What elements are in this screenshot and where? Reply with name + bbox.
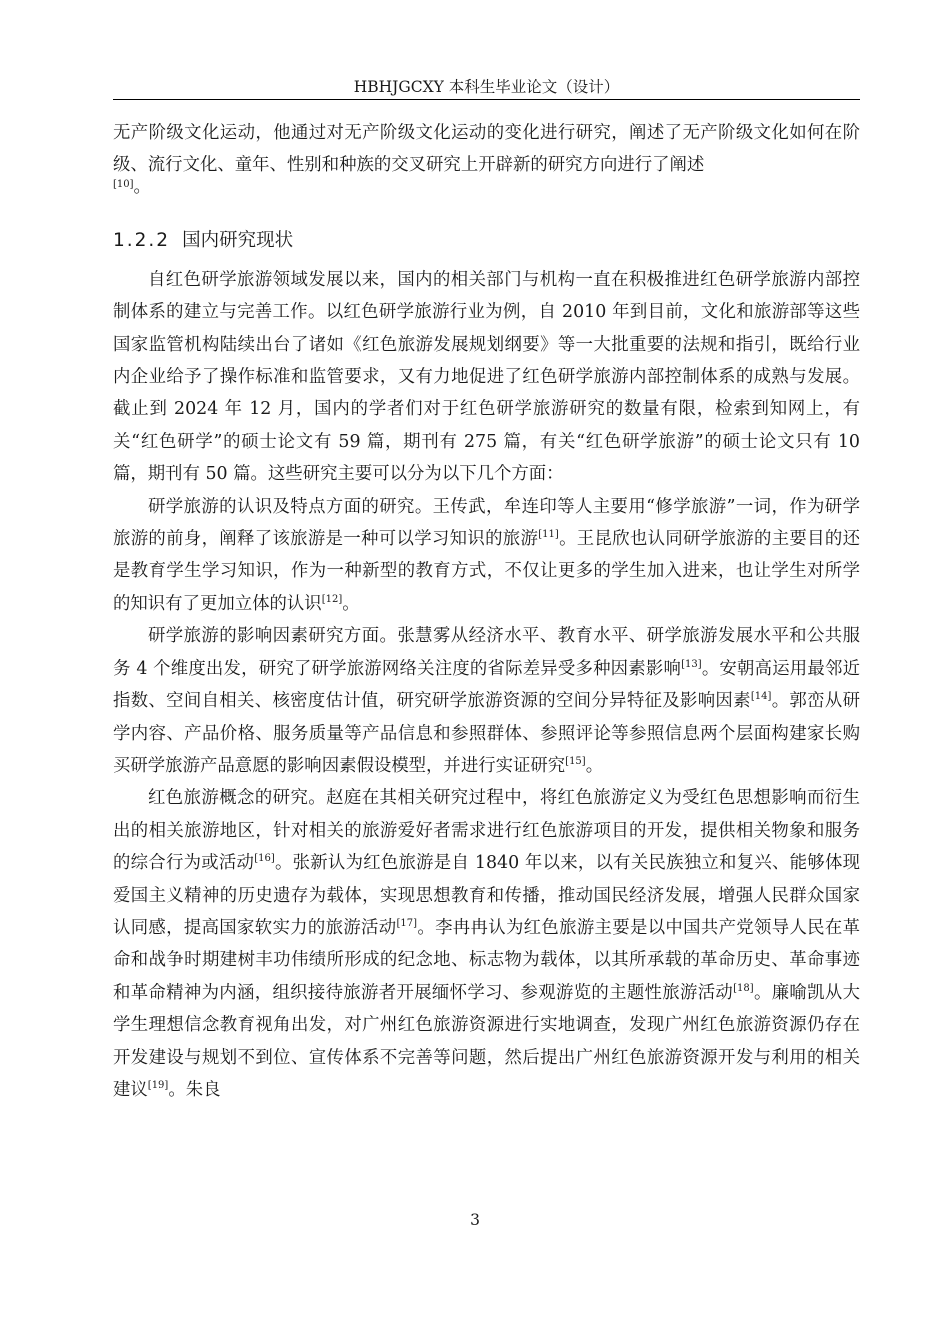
page-number: 3 [470, 1211, 480, 1229]
paragraph-text: 红色旅游概念的研究。赵庭在其相关研究过程中，将红色旅游定义为受红色思想影响而衍生出的相关旅游地区，针对相关的旅游爱好者需求进行红色旅游项目的开发，提供相关物象和服务的综合行为或活动 [113, 788, 860, 874]
citation: [14] [750, 691, 772, 703]
paragraph-text: 。朱良 [168, 1079, 221, 1100]
paragraph [113, 491, 860, 621]
paragraph-text: 。 [585, 755, 604, 776]
citation: [12] [321, 593, 343, 605]
paragraph-text: 。张新认为红色旅游是自 1840 年以来，以有关民族独立和复兴、能够体现爱国主义精神的历史遗存为载体，实现思想教育和传播，推动国民经济发展，增强人民群众国家认同感，提高国家软实力的旅游活动 [113, 853, 860, 938]
page-header: HBHJGCXY 本科生毕业论文（设计） [353, 78, 620, 96]
paragraph-text: 。 [342, 593, 360, 614]
paragraph-text: 研学旅游的认识及特点方面的研究。王传武，牟连印等人主要用“修学旅游”一词，作为研学旅游的前身，阐释了该旅游是一种可以学习知识的旅游 [113, 496, 860, 550]
paragraph-text: 研学旅游的影响因素研究方面。张慧雾从经济水平、教育水平、研学旅游发展水平和公共服务 4 个维度出发，研究了研学旅游网络关注度的省际差异受多种因素影响 [113, 626, 860, 679]
paragraph-text: 。郭峦从研学内容、产品价格、服务质量等产品信息和参照群体、参照评论等参照信息两个层面构建家长购买研学旅游产品意愿的影响因素假设模型，并进行实证研究 [113, 691, 860, 776]
document-body [113, 117, 860, 1106]
paragraph-text: 自红色研学旅游领域发展以来，国内的相关部门与机构一直在积极推进红色研学旅游内部控制体系的建立与完善工作。以红色研学旅游行业为例，自 2010 年到目前，文化和旅游部等这些国家监管机构陆续出台了诸如《红色旅游发展规划纲要》等一大批重要的法规和指引，既给行业内企业给予了操作标准和监管要求，又有力地促进了红色研学旅游内部控制体系的成熟与发展。截止到 2024 年 12 月，国内的学者们对于红色研学旅游研究的数量有限，检索到知网上，有关“红色研学”的硕士论文有 59 篇，期刊有 275 篇，有关“红色研学旅游”的硕士论文只有 10 篇，期刊有 50 篇。这些研究主要可以分为以下几个方面： [113, 269, 860, 485]
paragraph [113, 620, 860, 782]
citation: [19] [147, 1079, 169, 1091]
header-rule [113, 99, 860, 100]
paragraph-text: 。李冉冉认为红色旅游主要是以中国共产党领导人民在革命和战争时期建树丰功伟绩所形成的纪念地、标志物为载体，以其所承载的革命历史、革命事迹和革命精神为内涵，组织接待旅游者开展缅怀学习、参观游览的主题性旅游活动 [113, 917, 860, 1003]
paragraph-text: 。廉喻凯从大学生理想信念教育视角出发，对广州红色旅游资源进行实地调查，发现广州红色旅游资源仍存在开发建设与规划不到位、宣传体系不完善等问题，然后提出广州红色旅游资源开发与利用的相关建议 [113, 982, 860, 1100]
intro-paragraph [113, 117, 860, 182]
section-title: 国内研究现状 [182, 229, 294, 251]
citation: [13] [681, 658, 702, 670]
citation: [16] [254, 853, 275, 865]
citation: [18] [733, 982, 754, 994]
intro-end: 。 [133, 176, 151, 197]
paragraph [113, 264, 860, 491]
section-heading [113, 228, 860, 254]
citation: [10] [113, 178, 134, 190]
paragraph-text: 。安朝高运用最邻近指数、空间自相关、核密度估计值，研究研学旅游资源的空间分异特征及影响因素 [113, 658, 860, 712]
citation: [11] [538, 529, 559, 541]
citation: [15] [565, 755, 586, 767]
citation: [17] [396, 917, 418, 929]
paragraph [113, 782, 860, 1106]
section-number: 1.2.2 [113, 229, 171, 251]
intro-text: 无产阶级文化运动，他通过对无产阶级文化运动的变化进行研究，阐述了无产阶级文化如何在阶级、流行文化、童年、性别和种族的交叉研究上开辟新的研究方向进行了阐述 [113, 123, 860, 176]
paragraph-text: 。王昆欣也认同研学旅游的主要目的还是教育学生学习知识，作为一种新型的教育方式，不仅让更多的学生加入进来，也让学生对所学的知识有了更加立体的认识 [113, 529, 860, 614]
